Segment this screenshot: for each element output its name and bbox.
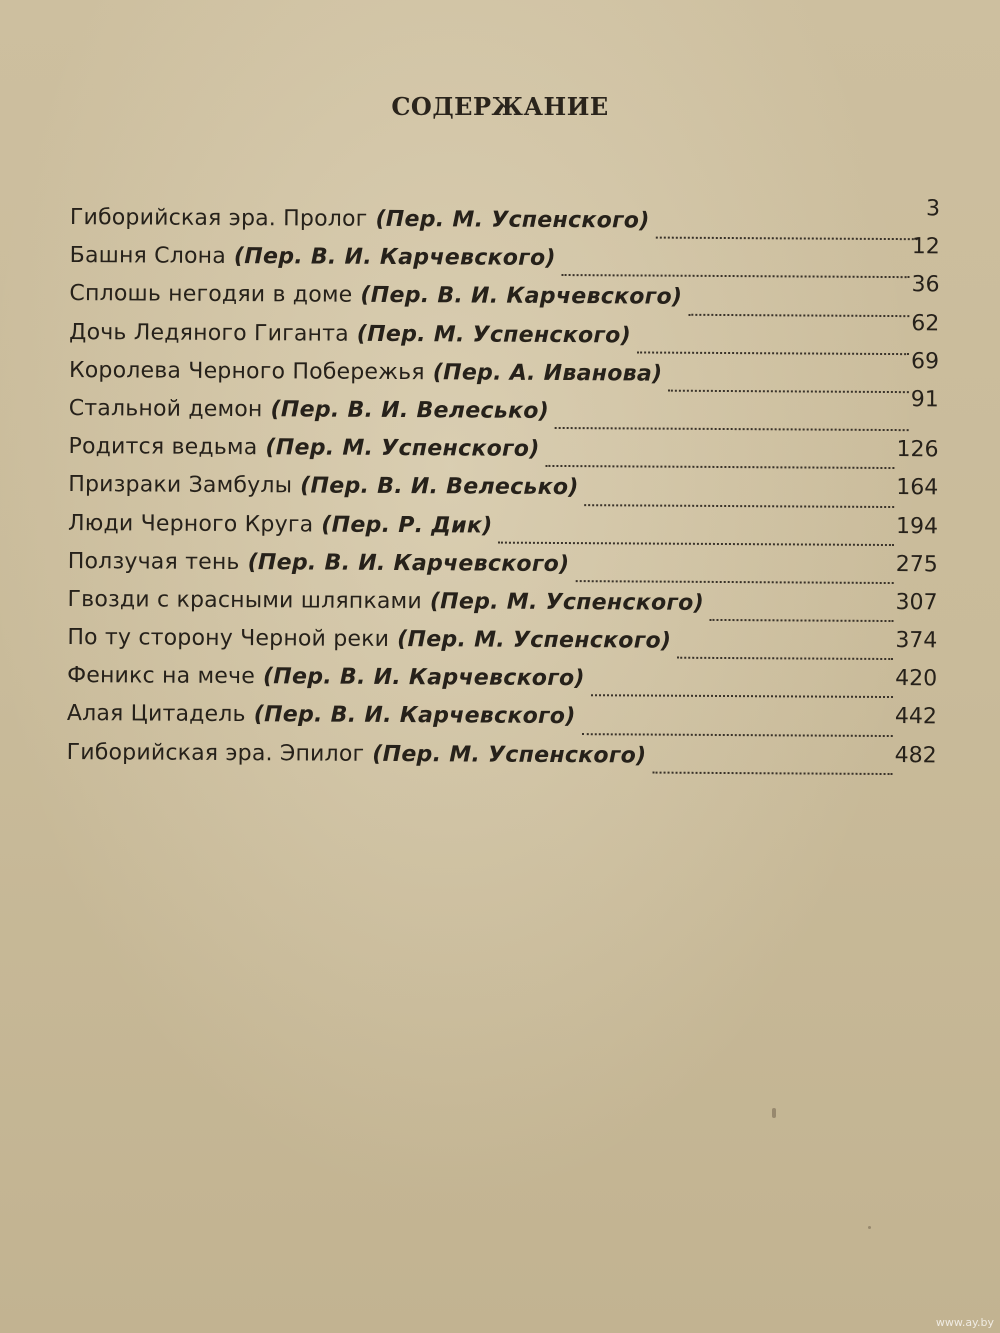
dot-leader bbox=[498, 540, 894, 545]
entry-title: По ту сторону Черной реки bbox=[67, 625, 390, 653]
entry-page-number: 194 bbox=[895, 513, 939, 539]
entry-title: Гвозди с красными шляпками bbox=[67, 586, 422, 615]
dot-leader bbox=[545, 464, 894, 469]
entry-translator: (Пер. М. Успенского) bbox=[265, 435, 540, 462]
entry-title: Родится ведьма bbox=[68, 434, 258, 461]
entry-translator: (Пер. М. Успенского) bbox=[429, 589, 705, 616]
toc-entry bbox=[68, 387, 939, 440]
entry-title: Алая Цитадель bbox=[66, 701, 246, 728]
entry-translator: (Пер. М. Успенского) bbox=[356, 321, 632, 348]
dot-leader bbox=[677, 656, 893, 660]
entry-page-number: 420 bbox=[895, 666, 938, 692]
dot-leader bbox=[637, 350, 909, 355]
paper-speck bbox=[868, 1226, 871, 1229]
entry-page-number: 126 bbox=[896, 437, 939, 463]
toc-entry bbox=[67, 701, 937, 745]
dot-leader bbox=[710, 618, 894, 622]
toc-entry bbox=[68, 510, 938, 554]
entry-page-number: 374 bbox=[895, 628, 938, 654]
toc-entry bbox=[69, 196, 941, 249]
watermark: www.ay.by bbox=[935, 1316, 994, 1329]
entry-title: Гиборийская эра. Пролог bbox=[69, 205, 368, 232]
entry-title: Сплошь негодяи в доме bbox=[69, 281, 353, 309]
toc-entry bbox=[67, 663, 937, 707]
toc-entry bbox=[69, 234, 940, 287]
entry-page-number: 62 bbox=[911, 310, 940, 336]
table-of-contents bbox=[66, 196, 941, 783]
dot-leader bbox=[668, 389, 909, 393]
entry-page-number: 275 bbox=[895, 551, 938, 577]
entry-title: Феникс на мече bbox=[67, 663, 256, 690]
entry-title: Королева Черного Побережья bbox=[68, 357, 425, 385]
entry-translator: (Пер. А. Иванова) bbox=[432, 359, 663, 387]
entry-page-number: 3 bbox=[925, 196, 941, 222]
entry-page-number: 307 bbox=[895, 589, 938, 616]
entry-page-number: 12 bbox=[911, 234, 940, 260]
entry-title: Люди Черного Круга bbox=[67, 510, 314, 537]
toc-entry bbox=[67, 625, 937, 669]
entry-page-number: 69 bbox=[910, 348, 940, 375]
dot-leader bbox=[656, 236, 918, 241]
entry-page-number: 91 bbox=[910, 387, 939, 413]
entry-title: Гиборийская эра. Эпилог bbox=[66, 739, 365, 767]
entry-page-number: 442 bbox=[894, 704, 937, 730]
toc-entry bbox=[68, 348, 940, 402]
entry-page-number: 482 bbox=[894, 742, 937, 768]
entry-title: Призраки Замбулы bbox=[68, 472, 293, 499]
dot-leader bbox=[581, 732, 892, 737]
toc-entry bbox=[69, 272, 940, 325]
dot-leader bbox=[688, 312, 909, 316]
dot-leader bbox=[652, 770, 892, 774]
entry-page-number: 36 bbox=[911, 272, 940, 298]
entry-title: Ползучая тень bbox=[67, 548, 240, 575]
paper-speck bbox=[772, 1108, 776, 1118]
show-through-text bbox=[100, 120, 107, 150]
entry-title: Башня Слона bbox=[69, 243, 227, 270]
entry-translator: (Пер. В. И. Карчевского) bbox=[233, 244, 556, 272]
entry-translator: (Пер. В. И. Карчевского) bbox=[360, 283, 683, 311]
entry-translator: (Пер. В. И. Карчевского) bbox=[247, 549, 570, 577]
entry-translator: (Пер. В. И. Велесько) bbox=[270, 397, 550, 424]
toc-entry bbox=[67, 740, 937, 784]
toc-entry bbox=[69, 310, 940, 364]
entry-translator: (Пер. Р. Дик) bbox=[321, 512, 493, 539]
page-title: СОДЕРЖАНИЕ bbox=[391, 92, 609, 121]
entry-translator: (Пер. В. И. Велесько) bbox=[300, 473, 579, 501]
toc-entry bbox=[67, 587, 937, 631]
dot-leader bbox=[585, 503, 895, 508]
toc-entry bbox=[68, 434, 938, 478]
toc-entry bbox=[68, 472, 938, 516]
entry-translator: (Пер. М. Успенского) bbox=[375, 206, 650, 234]
entry-translator: (Пер. М. Успенского) bbox=[397, 627, 672, 654]
dot-leader bbox=[555, 426, 909, 431]
entry-title: Стальной демон bbox=[68, 395, 263, 423]
dot-leader bbox=[562, 273, 910, 278]
show-through-text bbox=[70, 160, 78, 188]
entry-translator: (Пер. В. И. Карчевского) bbox=[262, 664, 585, 692]
toc-entry bbox=[68, 549, 938, 593]
dot-leader bbox=[591, 694, 893, 699]
entry-translator: (Пер. М. Успенского) bbox=[372, 741, 647, 769]
dot-leader bbox=[575, 579, 893, 584]
entry-translator: (Пер. В. И. Карчевского) bbox=[253, 702, 576, 730]
entry-title: Дочь Ледяного Гиганта bbox=[69, 319, 349, 347]
entry-page-number: 164 bbox=[896, 475, 939, 501]
